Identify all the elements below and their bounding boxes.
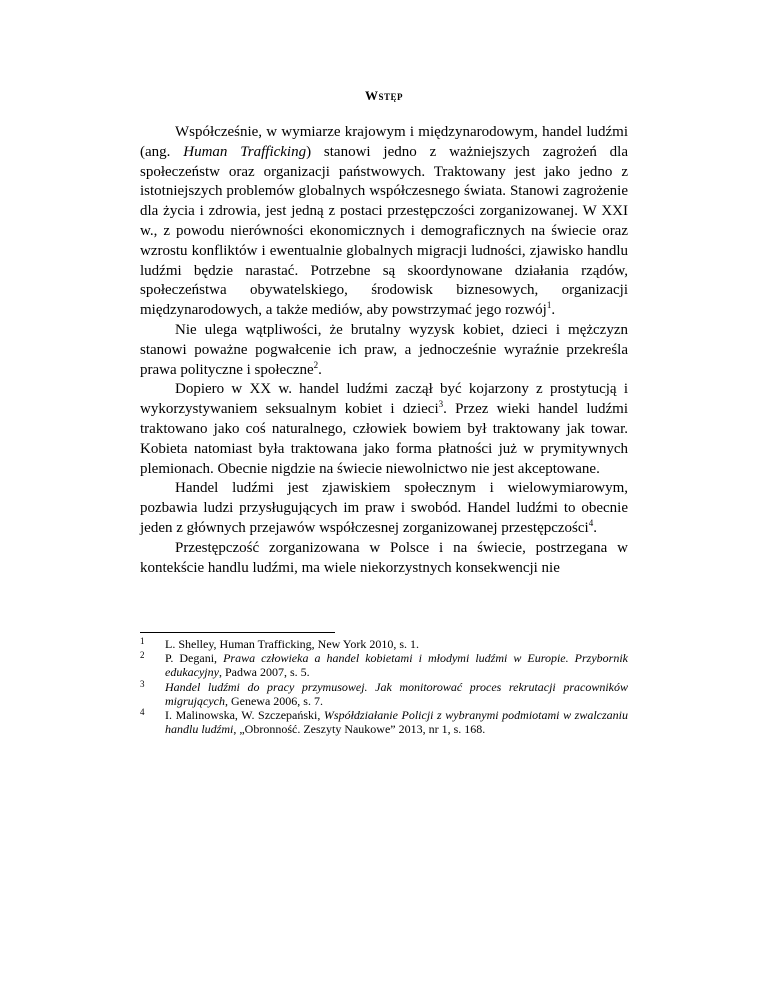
footnote-2 xyxy=(140,651,628,679)
paragraph-4 xyxy=(140,479,628,538)
footnote-title: Prawa człowieka a handel kobietami i młodymi ludźmi w Europie. Przybornik edukacyjny xyxy=(165,651,628,680)
footnote-3 xyxy=(140,680,628,708)
footnote-title: Współdziałanie Policji z wybranymi podmiotami w zwalczaniu handlu ludźmi xyxy=(165,708,628,737)
paragraph-text: Dopiero w XX w. handel ludźmi zaczął być kojarzony z prostytucją i wykorzystywaniem seksualnym kobiet i dzieci xyxy=(140,381,628,418)
footnote-number: 4 xyxy=(140,707,145,718)
footnote-ref[interactable]: 1 xyxy=(546,300,552,311)
paragraph-italic: Human Trafficking xyxy=(183,143,307,160)
paragraph-text: Nie ulega wątpliwości, że brutalny wyzysk kobiet, dzieci i mężczyzn stanowi poważne pogwałcenie ich praw, a jednocześnie wyraźnie przekreśla prawa polityczne i społeczne xyxy=(140,321,628,378)
footnote-text: L. Shelley, Human Trafficking, New York 2010, s. 1. xyxy=(165,637,419,651)
paragraph-text: Handel ludźmi jest zjawiskiem społecznym i wielowymiarowym, pozbawia ludzi przysługujących im praw i swobód. Handel ludźmi to obecnie jeden z głównych przejawów współczesnej zorganizowanej przestępczości xyxy=(140,480,628,536)
footnote-number: 1 xyxy=(140,636,145,646)
footnote-text: , Genewa 2006, s. 7. xyxy=(224,693,323,708)
footnote-ref[interactable]: 4 xyxy=(588,517,594,528)
paragraph-text: . xyxy=(593,519,597,536)
paragraph-text: Współcześnie, w wymiarze krajowym i międzynarodowym, handel ludźmi (ang. xyxy=(140,124,628,160)
footnote-text: P. Degani, xyxy=(165,651,224,666)
footnote-text: , „Obronność. Zeszyty Naukowe” 2013, nr 1, s. 168. xyxy=(233,722,486,737)
paragraph-text: Przestępczość zorganizowana w Polsce i na świecie, postrzegana w kontekście handlu ludźmi, ma wiele niekorzystnych konsekwencji nie xyxy=(140,539,628,576)
paragraph-text: . xyxy=(551,302,556,319)
footnote-number: 3 xyxy=(140,678,145,689)
footnote-separator xyxy=(140,632,335,633)
footnote-text: I. Malinowska, W. Szczepański, xyxy=(165,708,324,723)
paragraph-text: . Przez wieki handel ludźmi traktowano jako coś naturalnego, człowiek bowiem był traktowany jak towar. Kobieta natomiast była traktowana jako forma płatności już w prymitywnych plemionach. Obecnie nigdzie na świecie niewolnictwo nie jest akceptowane. xyxy=(140,401,628,477)
paragraph-3 xyxy=(140,380,628,479)
section-heading: Wstęp xyxy=(364,88,403,103)
paragraph-text: . xyxy=(318,361,322,378)
body-text xyxy=(140,123,628,578)
footnote-1 xyxy=(140,637,628,651)
footnote-4 xyxy=(140,708,628,736)
paragraph-1 xyxy=(140,123,628,321)
footnote-ref[interactable]: 2 xyxy=(313,359,319,370)
footnote-title: Handel ludźmi do pracy przymusowej. Jak monitorować proces rekrutacji pracowników migrujących xyxy=(165,679,628,708)
footnote-ref[interactable]: 3 xyxy=(438,399,444,410)
paragraph-2 xyxy=(140,321,628,380)
footnote-number: 2 xyxy=(140,650,145,661)
footnote-text: , Padwa 2007, s. 5. xyxy=(218,665,310,680)
paragraph-text: ) stanowi jedno z ważniejszych zagrożeń dla społeczeństw oraz organizacji państwowych. Traktowany jest jako jedno z istotniejszych problemów globalnych współczesnego świata. Stanowi zagrożenie dla życia i zdrowia, jest jedną z postaci przestępczości zorganizowanej. W XXI w., z powodu nierówności ekonomicznych i demograficznych na świecie oraz wzrostu konfliktów i ewentualnie globalnych migracji ludności, zjawisko handlu ludźmi będzie narastać. Potrzebne są skoordynowane działania rządów, społeczeństwa obywatelskiego, środowisk biznesowych, organizacji międzynarodowych, a także mediów, aby powstrzymać jego rozwój xyxy=(140,143,628,319)
paragraph-5 xyxy=(140,539,628,579)
footnotes xyxy=(140,637,628,736)
